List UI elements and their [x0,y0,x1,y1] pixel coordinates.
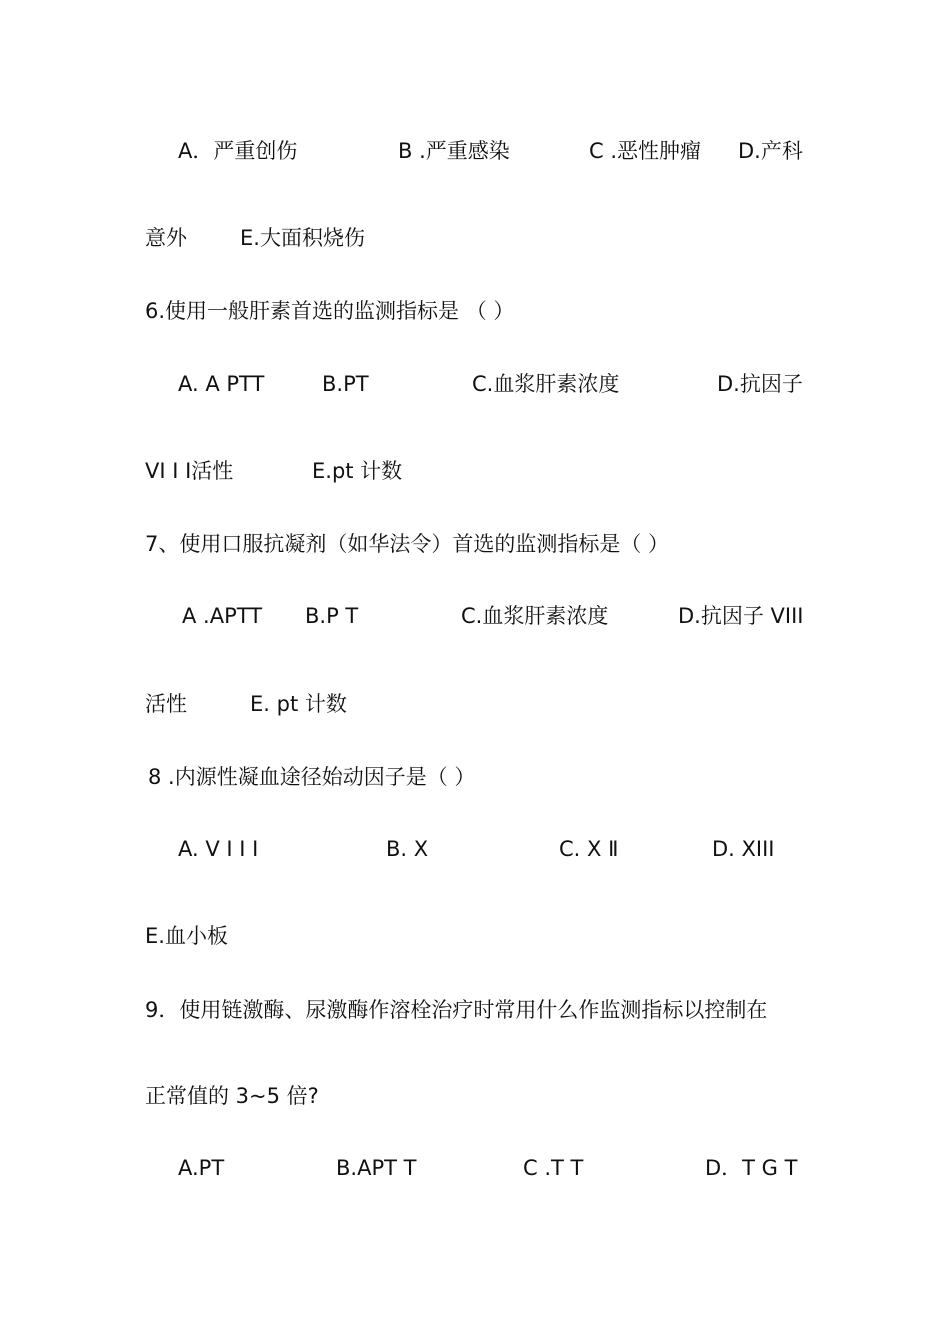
q5-option-d: D.产科 [738,139,803,163]
q9-option-b: B.APT T [336,1156,417,1180]
q8-option-b: B. X [386,837,429,861]
q7-option-a: A .APTT [182,604,263,628]
q8-option-d: D. XIII [712,837,775,861]
q7-option-d-continued: 活性 [145,692,187,716]
q8-option-a: A. V I I I [178,837,259,861]
q6-option-c: C.血浆肝素浓度 [472,372,620,396]
q8-option-e: E.血小板 [145,924,228,948]
q5-option-a: A．严重创伤 [178,139,298,163]
q9-option-d: D．T G T [705,1156,798,1180]
q6-option-d-continued: VI I I活性 [145,459,234,483]
q9-option-a: A.PT [178,1156,225,1180]
q7-option-c: C.血浆肝素浓度 [461,604,609,628]
q7-option-e: E. pt 计数 [250,692,347,716]
q9-stem-continued: 正常值的 3~5 倍? [145,1084,319,1108]
q6-option-e: E.pt 计数 [312,459,403,483]
q5-option-e: E.大面积烧伤 [240,226,365,250]
q8-stem: 8 .内源性凝血途径始动因子是（ ） [148,765,476,789]
q6-option-b: B.PT [322,372,369,396]
q9-stem: 9．使用链激酶、尿激酶作溶栓治疗时常用什么作监测指标以控制在 [145,998,768,1022]
q5-option-b: B .严重感染 [398,139,510,163]
q6-stem: 6.使用一般肝素首选的监测指标是 （ ） [145,299,515,323]
q9-option-c: C .T T [523,1156,584,1180]
q8-option-c: C. X Ⅱ [559,837,619,861]
q7-stem: 7、使用口服抗凝剂（如华法令）首选的监测指标是（ ） [145,532,670,556]
q7-option-d: D.抗因子 VIII [678,604,804,628]
q5-option-c: C .恶性肿瘤 [589,139,702,163]
q6-option-d: D.抗因子 [717,372,803,396]
q5-option-d-continued: 意外 [145,226,187,250]
q7-option-b: B.P T [305,604,359,628]
q6-option-a: A. A PTT [178,372,265,396]
